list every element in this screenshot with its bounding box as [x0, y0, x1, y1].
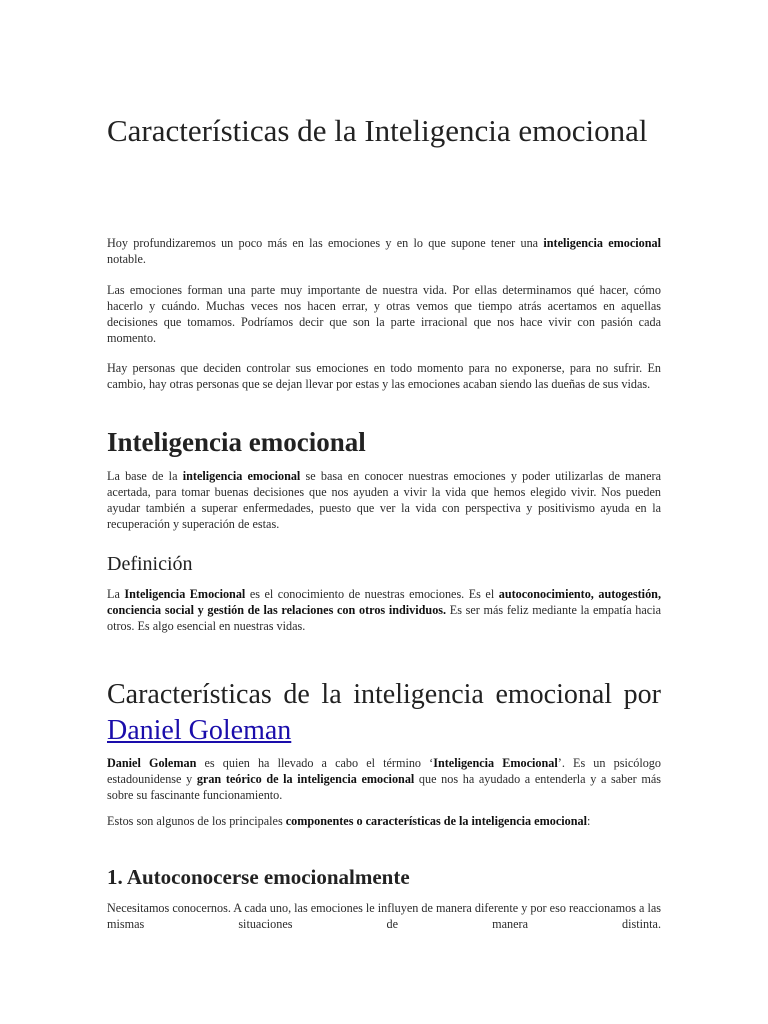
page-title: Características de la Inteligencia emocional: [107, 113, 648, 148]
components-text-2: :: [586, 814, 591, 828]
goleman-text-2: ’. Es un psicólogo estadounidense y: [107, 756, 661, 786]
definition-paragraph: [107, 586, 661, 634]
components-paragraph: [107, 813, 661, 829]
section-heading-inteligencia-emocional: Inteligencia emocional: [107, 427, 366, 457]
base-text-1: La base de la: [107, 469, 183, 483]
base-paragraph: [107, 468, 661, 532]
section-heading-autoconocerse: 1. Autoconocerse emocionalmente: [107, 865, 410, 889]
goleman-bold-name: Daniel Goleman: [107, 756, 197, 770]
def-bold-2: autoconocimiento, autogestión, conciencia social y gestión de las relaciones con otros individuos.: [107, 587, 661, 617]
emotions-paragraph: Las emociones forman una parte muy importante de nuestra vida. Por ellas determinamos qué hacer, cómo hacerlo y cuándo. Muchas veces nos hacen errar, y otras vemos que tiempo atrás acertamos en aquellas decisiones que tomamos. Podríamos decir que son la parte irracional que nos hace vivir con pasión cada momento.: [107, 283, 661, 345]
def-text-3: Es ser más feliz mediante la empatía hacia otros. Es algo esencial en nuestras vidas.: [107, 603, 661, 633]
base-bold-term: inteligencia emocional: [182, 469, 301, 483]
daniel-goleman-link[interactable]: Daniel Goleman: [107, 715, 292, 746]
base-text-2: se basa en conocer nuestras emociones y poder utilizarlas de manera acertada, para tomar buenas decisiones que nos ayuden a vivir la vida que hemos elegido vivir. Nos pueden ayudar también a superar enfermedades, puesto que ver la vida con perspectiva y positivismo ayuda en la recuperación y superación de estas.: [107, 469, 661, 531]
autoconocerse-paragraph: Necesitamos conocernos. A cada uno, las emociones le influyen de manera diferente y por eso reaccionamos a las mismas situaciones de manera distinta.: [107, 901, 661, 931]
goleman-bold-theorist: gran teórico de la inteligencia emocional: [196, 772, 415, 786]
intro-text-2: notable.: [107, 252, 146, 266]
section-heading-definicion: Definición: [107, 553, 193, 575]
def-text-2: es el conocimiento de nuestras emociones. Es el: [245, 587, 499, 601]
goleman-text-3: que nos ha ayudado a entenderla y a saber más sobre su fascinante funcionamiento.: [107, 772, 661, 802]
intro-text-1: Hoy profundizaremos un poco más en las emociones y en lo que supone tener una: [107, 236, 544, 250]
def-bold-1: Inteligencia Emocional: [124, 587, 246, 601]
goleman-heading-text: Características de la inteligencia emocional por: [107, 679, 661, 710]
def-text-1: La: [107, 587, 125, 601]
goleman-paragraph: [107, 755, 661, 803]
goleman-bold-term: Inteligencia Emocional: [433, 756, 558, 770]
goleman-text-1: es quien ha llevado a cabo el término ‘: [196, 756, 434, 770]
components-bold: componentes o características de la inteligencia emocional: [285, 814, 587, 828]
intro-bold-term: inteligencia emocional: [543, 236, 662, 250]
components-text-1: Estos son algunos de los principales: [107, 814, 286, 828]
section-heading-goleman: [107, 677, 661, 749]
intro-paragraph: [107, 235, 661, 267]
people-paragraph: Hay personas que deciden controlar sus emociones en todo momento para no exponerse, para no sufrir. En cambio, hay otras personas que se dejan llevar por estas y las emociones acaban siendo las dueñas de sus vidas.: [107, 361, 661, 391]
